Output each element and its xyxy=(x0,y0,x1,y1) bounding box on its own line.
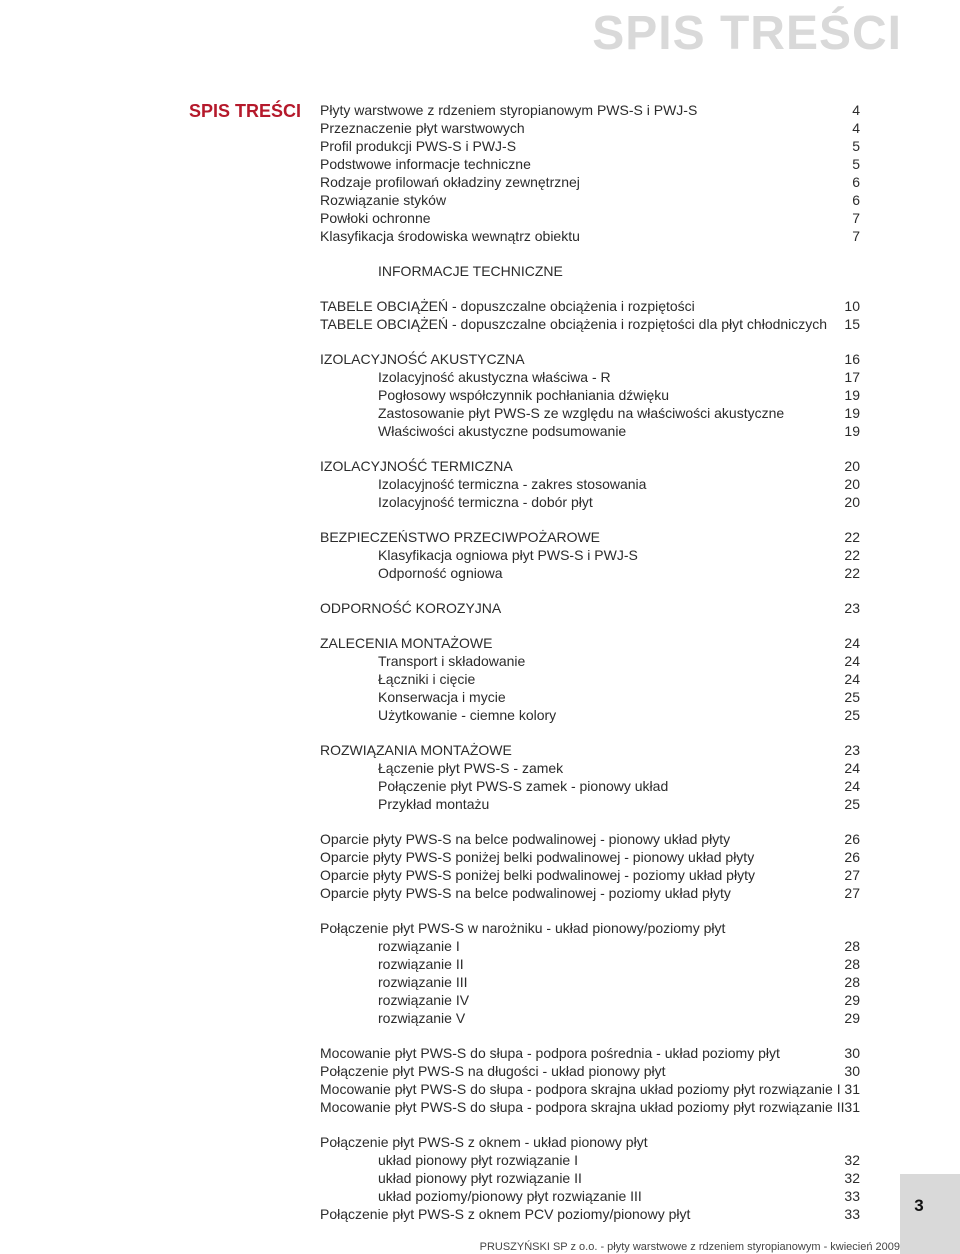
toc-entry-label: Połączenie płyt PWS-S z oknem - układ pionowy płyt xyxy=(320,1134,648,1150)
toc-entry-label: Izolacyjność termiczna - zakres stosowania xyxy=(378,476,647,492)
toc-entry xyxy=(320,599,860,617)
toc-entry xyxy=(320,315,860,333)
toc-entry xyxy=(320,350,860,368)
toc-entry-label: Łączenie płyt PWS-S - zamek xyxy=(378,760,564,776)
toc-entry xyxy=(320,155,860,173)
toc-entry xyxy=(320,1044,860,1062)
toc-entry-label: Zastosowanie płyt PWS-S ze względu na właściwości akustyczne xyxy=(378,405,785,421)
toc-entry xyxy=(320,101,860,119)
toc-entry xyxy=(320,173,860,191)
toc-entry-page: 25 xyxy=(844,796,860,812)
toc-entry-page: 20 xyxy=(844,458,860,474)
toc-entry-page: 22 xyxy=(844,565,860,581)
toc-entry xyxy=(320,634,860,652)
toc-entry-page: 31 xyxy=(844,1081,860,1097)
toc-entry-label: rozwiązanie IV xyxy=(378,992,470,1008)
toc-entry-page: 30 xyxy=(844,1045,860,1061)
toc-entry-label: rozwiązanie II xyxy=(378,956,464,972)
toc-entry-label: TABELE OBCIĄŻEŃ - dopuszczalne obciążenia i rozpiętości dla płyt chłodniczych xyxy=(320,316,828,332)
toc-entry xyxy=(320,1169,860,1187)
toc-entry-page: 4 xyxy=(852,120,860,136)
toc-entry-label: Łączniki i cięcie xyxy=(378,671,476,687)
toc-entry-label: Podstwowe informacje techniczne xyxy=(320,156,531,172)
toc-entry xyxy=(320,1151,860,1169)
toc-entry-label: ROZWIĄZANIA MONTAŻOWE xyxy=(320,742,512,758)
footer-text: PRUSZYŃSKI SP z o.o. - płyty warstwowe z rdzeniem styropianowym - kwiecień 2009 xyxy=(479,1241,900,1253)
toc-entry-page: 5 xyxy=(852,138,860,154)
toc-entry xyxy=(320,1009,860,1027)
toc-entry-label: Izolacyjność akustyczna właściwa - R xyxy=(378,369,611,385)
toc-entry-label: Płyty warstwowe z rdzeniem styropianowym PWS-S i PWJ-S xyxy=(320,102,698,118)
toc-entry-page: 27 xyxy=(844,885,860,901)
toc-entry xyxy=(320,227,860,245)
toc-entry-label: układ pionowy płyt rozwiązanie II xyxy=(378,1170,582,1186)
toc-entry xyxy=(320,741,860,759)
toc-entry-page: 7 xyxy=(852,210,860,226)
toc-entry xyxy=(320,777,860,795)
toc-entry-page: 22 xyxy=(844,547,860,563)
toc-entry-page: 32 xyxy=(844,1152,860,1168)
toc-entry xyxy=(320,688,860,706)
toc-entry-page: 28 xyxy=(844,974,860,990)
toc-entry-page: 24 xyxy=(844,760,860,776)
toc-entry xyxy=(320,457,860,475)
toc-entry-label: Klasyfikacja środowiska wewnątrz obiektu xyxy=(320,228,580,244)
toc-entry-page: 31 xyxy=(844,1099,860,1115)
toc-entry-label: Mocowanie płyt PWS-S do słupa - podpora skrajna układ poziomy płyt rozwiązanie I xyxy=(320,1081,841,1097)
toc-entry xyxy=(320,297,860,315)
toc-entry xyxy=(320,564,860,582)
toc-entry xyxy=(320,404,860,422)
toc-entry xyxy=(320,830,860,848)
toc-entry xyxy=(320,137,860,155)
toc-entry-label: Połączenie płyt PWS-S w narożniku - układ pionowy/poziomy płyt xyxy=(320,920,726,936)
toc-entry-page: 24 xyxy=(844,778,860,794)
page-number: 3 xyxy=(914,1196,924,1215)
toc-entry xyxy=(320,884,860,902)
toc-entry-label: Oparcie płyty PWS-S na belce podwalinowej - poziomy układ płyty xyxy=(320,885,731,901)
toc-entry-label: Mocowanie płyt PWS-S do słupa - podpora pośrednia - układ poziomy płyt xyxy=(320,1045,780,1061)
toc-entry-page: 15 xyxy=(844,316,860,332)
toc-entry xyxy=(320,1080,860,1098)
toc-entry-label: Rodzaje profilowań okładziny zewnętrznej xyxy=(320,174,580,190)
toc-entry-label: ODPORNOŚĆ KOROZYJNA xyxy=(320,600,502,616)
toc-entry-label: Użytkowanie - ciemne kolory xyxy=(378,707,557,723)
toc-entry-label: układ poziomy/pionowy płyt rozwiązanie III xyxy=(378,1188,642,1204)
toc-entry-page: 30 xyxy=(844,1063,860,1079)
toc-entry xyxy=(320,1133,860,1151)
toc-entry-page: 19 xyxy=(844,423,860,439)
toc-entry-page: 33 xyxy=(844,1206,860,1222)
toc-entry-label: Przeznaczenie płyt warstwowych xyxy=(320,120,525,136)
toc-entry xyxy=(320,795,860,813)
toc-entry-page: 29 xyxy=(844,1010,860,1026)
toc-entry-page: 19 xyxy=(844,387,860,403)
toc-entry-page: 16 xyxy=(844,351,860,367)
toc-entry-page: 24 xyxy=(844,635,860,651)
toc-entry-label: Profil produkcji PWS-S i PWJ-S xyxy=(320,138,517,154)
toc-entry xyxy=(320,759,860,777)
toc-entry xyxy=(320,955,860,973)
toc-entry xyxy=(320,919,860,937)
toc-entry-page: 25 xyxy=(844,707,860,723)
toc-entry-label: rozwiązanie V xyxy=(378,1010,466,1026)
toc-entry-page: 28 xyxy=(844,956,860,972)
page-watermark-title: SPIS TREŚCI xyxy=(592,7,902,60)
toc-entry xyxy=(320,937,860,955)
toc-entry-page: 33 xyxy=(844,1188,860,1204)
toc-entry xyxy=(320,1062,860,1080)
toc-entry xyxy=(320,191,860,209)
toc-entry-label: Połączenie płyt PWS-S zamek - pionowy układ xyxy=(378,778,669,794)
toc-entry-label: Właściwości akustyczne podsumowanie xyxy=(378,423,627,439)
toc-entry xyxy=(320,422,860,440)
toc-entry xyxy=(320,973,860,991)
toc-entry-label: Klasyfikacja ogniowa płyt PWS-S i PWJ-S xyxy=(378,547,638,563)
toc-entry xyxy=(320,866,860,884)
toc-entry-label: Połączenie płyt PWS-S na długości - układ pionowy płyt xyxy=(320,1063,666,1079)
toc-entry xyxy=(320,652,860,670)
toc-entry-label: Konserwacja i mycie xyxy=(378,689,506,705)
toc-entry xyxy=(320,262,860,280)
toc-entry-page: 20 xyxy=(844,476,860,492)
toc-entry-page: 17 xyxy=(844,369,860,385)
toc-entry-label: Oparcie płyty PWS-S poniżej belki podwalinowej - pionowy układ płyty xyxy=(320,849,755,865)
toc-entry-label: ZALECENIA MONTAŻOWE xyxy=(320,635,493,651)
toc-entry-label: INFORMACJE TECHNICZNE xyxy=(378,263,563,279)
section-title: SPIS TREŚCI xyxy=(189,101,302,121)
toc-entry-label: TABELE OBCIĄŻEŃ - dopuszczalne obciążenia i rozpiętości xyxy=(320,298,695,314)
toc-entry-label: Izolacyjność termiczna - dobór płyt xyxy=(378,494,593,510)
toc-entry-page: 19 xyxy=(844,405,860,421)
toc-entry-page: 26 xyxy=(844,849,860,865)
toc-entry-page: 32 xyxy=(844,1170,860,1186)
toc-entry-page: 10 xyxy=(844,298,860,314)
toc-entry xyxy=(320,1187,860,1205)
toc-entry-page: 7 xyxy=(852,228,860,244)
toc-entry-page: 6 xyxy=(852,174,860,190)
toc-entry xyxy=(320,475,860,493)
toc-entry-page: 20 xyxy=(844,494,860,510)
toc-entry xyxy=(320,706,860,724)
toc-entry xyxy=(320,209,860,227)
toc-entry-label: układ pionowy płyt rozwiązanie I xyxy=(378,1152,578,1168)
toc-entry-label: rozwiązanie I xyxy=(378,938,460,954)
toc-entry-page: 24 xyxy=(844,653,860,669)
toc-entry-page: 23 xyxy=(844,742,860,758)
toc-entry-label: Powłoki ochronne xyxy=(320,210,431,226)
toc-entry-label: IZOLACYJNOŚĆ TERMICZNA xyxy=(320,458,513,474)
toc-entry-label: IZOLACYJNOŚĆ AKUSTYCZNA xyxy=(320,351,525,367)
toc-entry xyxy=(320,368,860,386)
toc-entry xyxy=(320,991,860,1009)
toc-entry-label: Oparcie płyty PWS-S poniżej belki podwalinowej - poziomy układ płyty xyxy=(320,867,755,883)
page-number-tab xyxy=(900,1174,960,1254)
toc-entry-label: Odporność ogniowa xyxy=(378,565,503,581)
toc-entry-page: 24 xyxy=(844,671,860,687)
toc-entry-page: 27 xyxy=(844,867,860,883)
toc-entry-label: rozwiązanie III xyxy=(378,974,468,990)
toc-entry-page: 5 xyxy=(852,156,860,172)
toc-entry-label: Oparcie płyty PWS-S na belce podwalinowej - pionowy układ płyty xyxy=(320,831,731,847)
toc-entry xyxy=(320,119,860,137)
toc-entry xyxy=(320,848,860,866)
toc-entry-page: 6 xyxy=(852,192,860,208)
toc-entry xyxy=(320,1205,860,1223)
toc-entry-label: BEZPIECZEŃSTWO PRZECIWPOŻAROWE xyxy=(320,529,601,545)
toc-entry-label: Rozwiązanie styków xyxy=(320,192,447,208)
toc-entry-label: Przykład montażu xyxy=(378,796,490,812)
toc-entry-label: Połączenie płyt PWS-S z oknem PCV poziomy/pionowy płyt xyxy=(320,1206,691,1222)
toc-entry-page: 26 xyxy=(844,831,860,847)
toc-entry-label: Pogłosowy współczynnik pochłaniania dźwięku xyxy=(378,387,670,403)
toc-entry xyxy=(320,546,860,564)
toc-entry xyxy=(320,493,860,511)
toc-entry-page: 23 xyxy=(844,600,860,616)
toc-entry xyxy=(320,528,860,546)
toc-entry-page: 29 xyxy=(844,992,860,1008)
toc-entry-page: 22 xyxy=(844,529,860,545)
toc-entry-label: Transport i składowanie xyxy=(378,653,526,669)
toc-entry-page: 28 xyxy=(844,938,860,954)
toc-entry-page: 4 xyxy=(852,102,860,118)
toc-entry xyxy=(320,386,860,404)
toc-entry xyxy=(320,1098,860,1116)
toc-entry-page: 25 xyxy=(844,689,860,705)
toc-entry xyxy=(320,670,860,688)
toc-entry-label: Mocowanie płyt PWS-S do słupa - podpora skrajna układ poziomy płyt rozwiązanie II xyxy=(320,1099,845,1115)
